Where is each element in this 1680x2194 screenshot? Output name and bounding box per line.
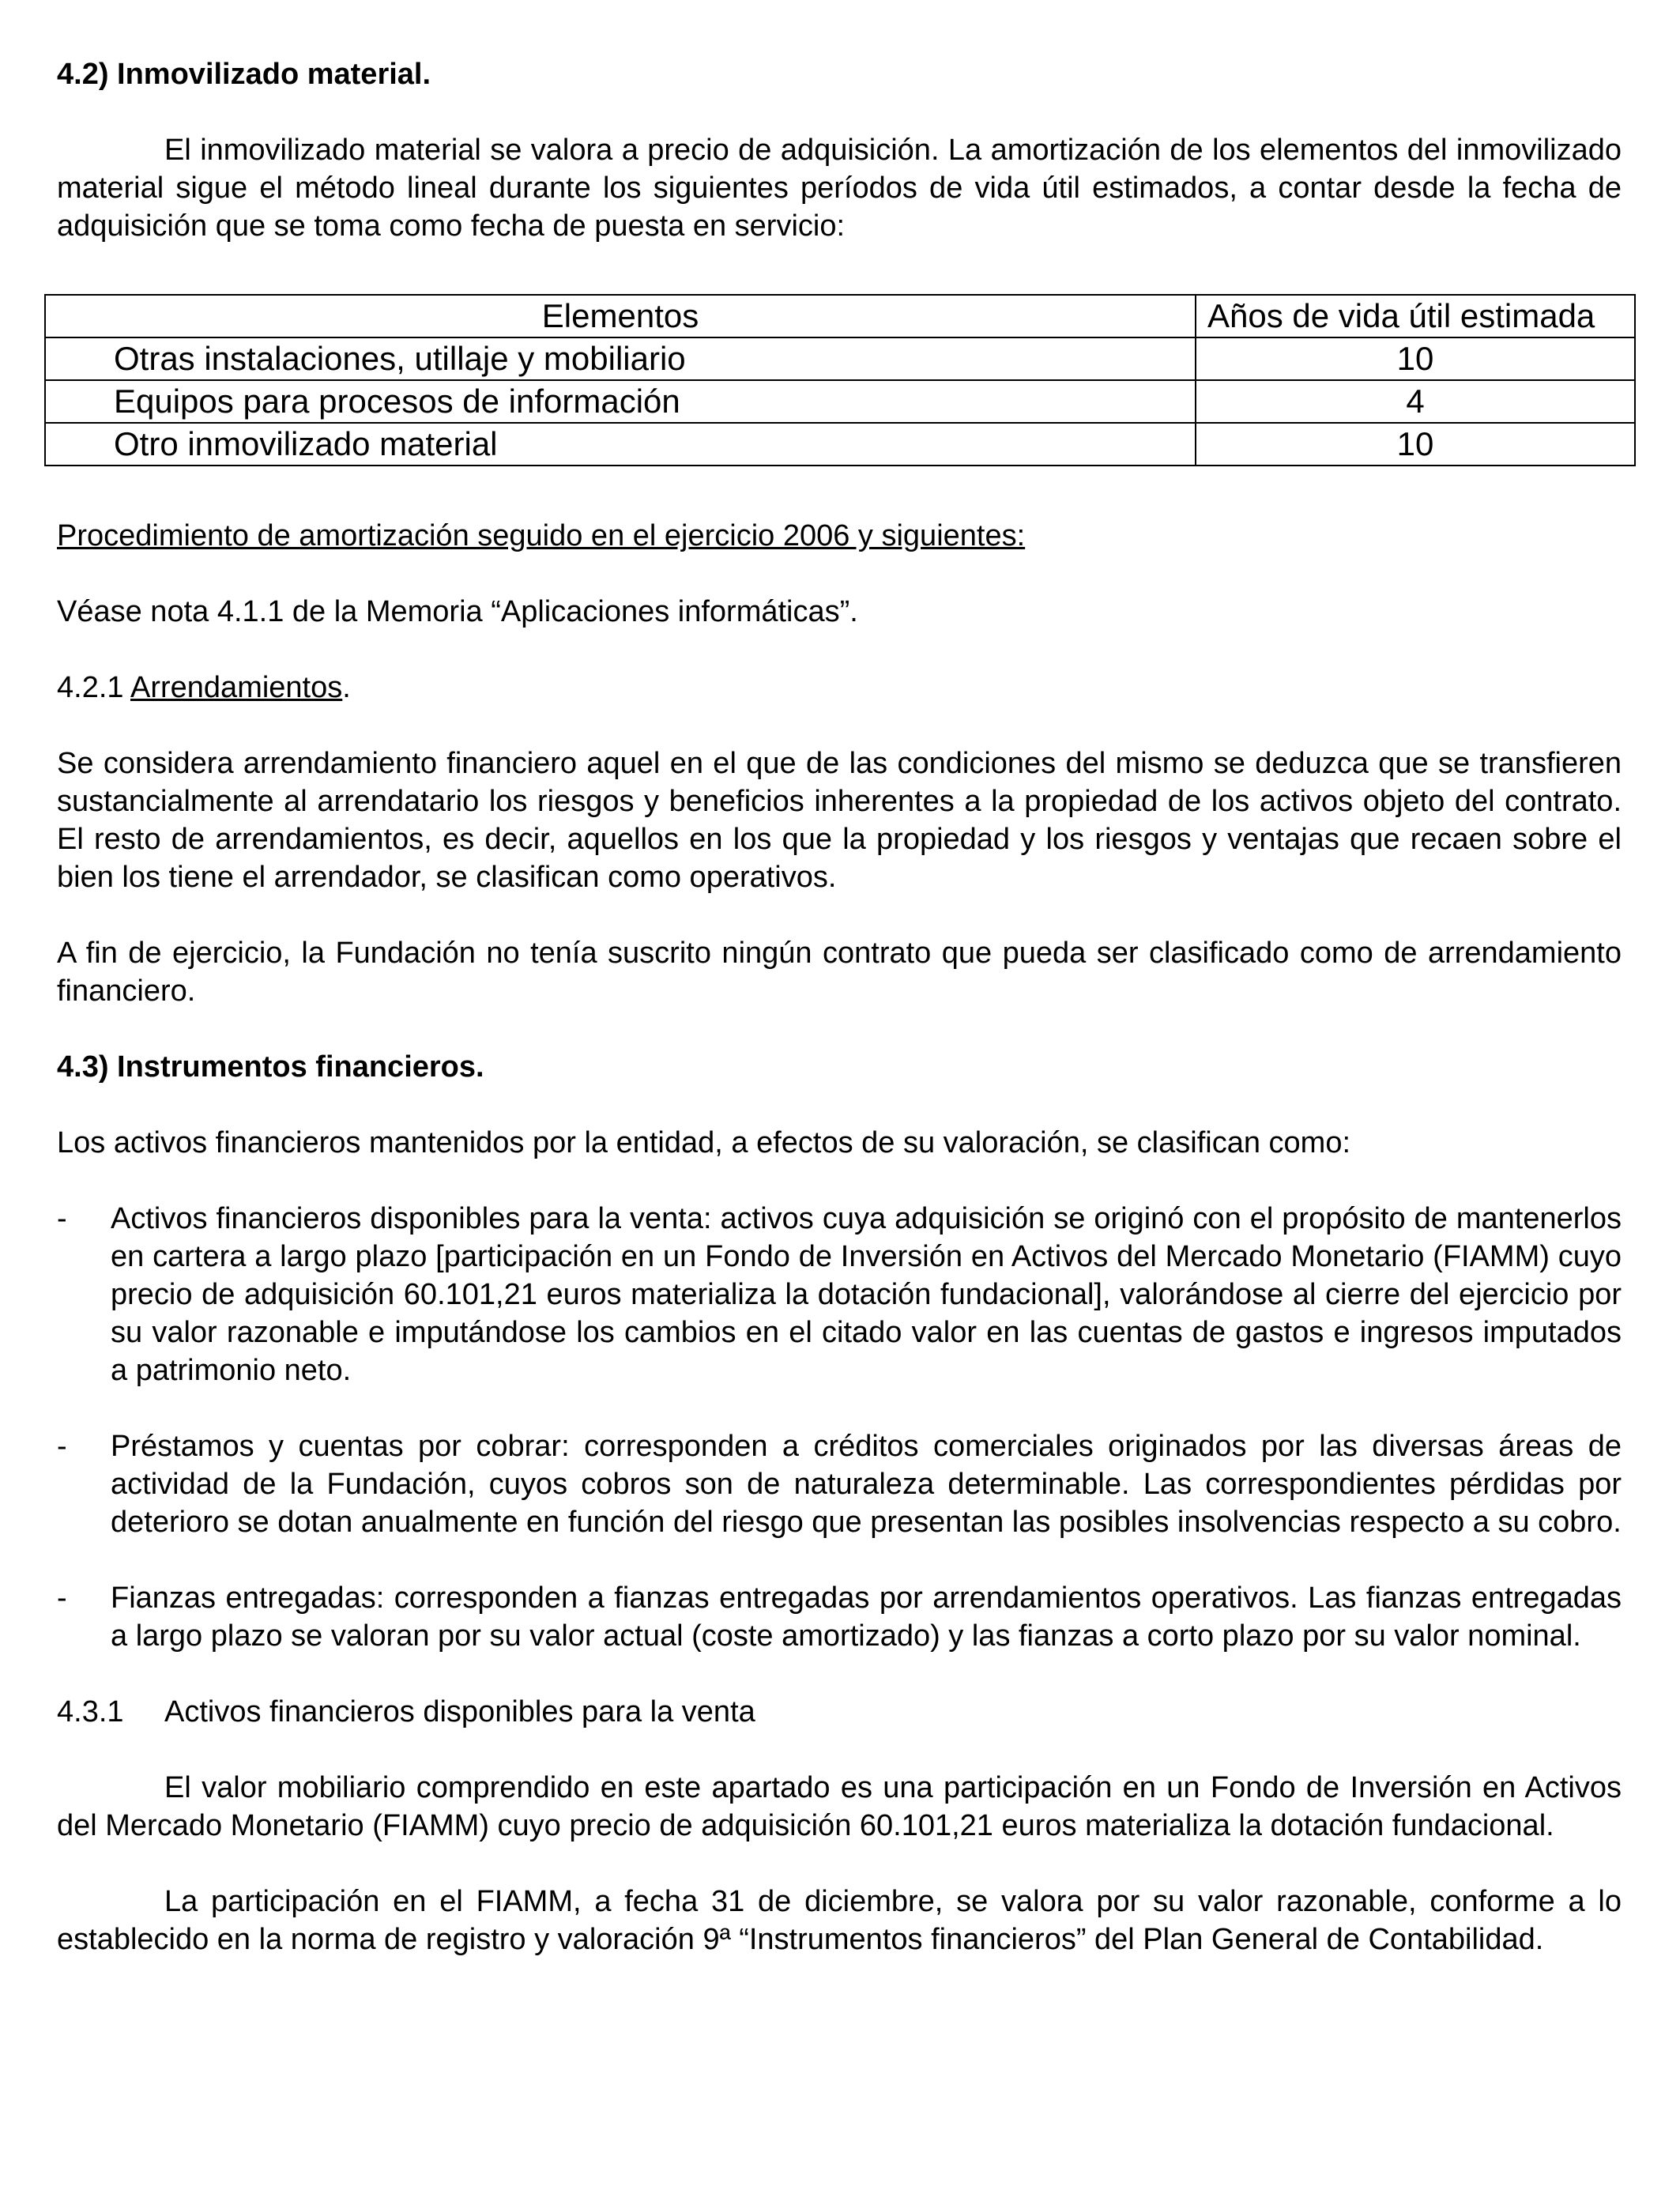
fiamm-paragraph-1: El valor mobiliario comprendido en este apartado es una participación en un Fondo de Inversión en Activos del Mercado Monetario (FIAMM) cuyo precio de adquisición 60.101,21 euros materializa la dotación fundacional. bbox=[57, 1771, 1622, 1842]
list-item bbox=[57, 1200, 1622, 1389]
table-header-anos: Años de vida útil estimada bbox=[1196, 295, 1635, 337]
procedure-note: Véase nota 4.1.1 de la Memoria “Aplicaciones informáticas”. bbox=[57, 595, 858, 628]
section-title: Activos financieros disponibles para la venta bbox=[164, 1695, 755, 1728]
table-cell-years: 10 bbox=[1196, 337, 1635, 380]
section-4-2-intro: El inmovilizado material se valora a precio de adquisición. La amortización de los elementos del inmovilizado material sigue el método lineal durante los siguientes períodos de vida útil estimados, a contar desde la fecha de adquisición que se toma como fecha de puesta en servicio: bbox=[57, 134, 1622, 243]
section-heading-4-2-1 bbox=[57, 669, 1622, 707]
table-cell-element: Otras instalaciones, utillaje y mobiliario bbox=[45, 337, 1196, 380]
document-page bbox=[57, 55, 1622, 1958]
section-4-3-intro: Los activos financieros mantenidos por la entidad, a efectos de su valoración, se clasifican como: bbox=[57, 1126, 1351, 1159]
arrendamientos-paragraph-2: A fin de ejercicio, la Fundación no tenía suscrito ningún contrato que pueda ser clasificado como de arrendamiento financiero. bbox=[57, 937, 1622, 1008]
useful-life-table bbox=[44, 294, 1636, 466]
procedure-title: Procedimiento de amortización seguido en el ejercicio 2006 y siguientes: bbox=[57, 519, 1026, 552]
table-cell-element: Equipos para procesos de información bbox=[45, 380, 1196, 423]
table-row bbox=[45, 423, 1635, 466]
fiamm-paragraph-2: La participación en el FIAMM, a fecha 31 de diciembre, se valora por su valor razonable, conforme a lo establecido en la norma de registro y valoración 9ª “Instrumentos financieros” del Plan General de Contabilidad. bbox=[57, 1885, 1622, 1956]
section-number: 4.3.1 bbox=[57, 1695, 124, 1728]
section-title: Arrendamientos bbox=[130, 671, 343, 704]
table-header-row bbox=[45, 295, 1635, 337]
table-row bbox=[45, 337, 1635, 380]
section-heading-4-3: 4.3) Instrumentos financieros. bbox=[57, 1050, 484, 1084]
section-title-suffix: . bbox=[342, 671, 351, 704]
section-heading-4-3-1 bbox=[57, 1693, 1622, 1731]
list-item-text: Fianzas entregadas: corresponden a fianzas entregadas por arrendamientos operativos. Las fianzas entregadas a largo plazo se valoran por su valor actual (coste amortizado) y las fianzas a corto plazo por su valor nominal. bbox=[111, 1581, 1622, 1653]
section-number: 4.2.1 bbox=[57, 671, 124, 704]
table-cell-element: Otro inmovilizado material bbox=[45, 423, 1196, 466]
arrendamientos-paragraph-1: Se considera arrendamiento financiero aquel en el que de las condiciones del mismo se deduzca que se transfieren sustancialmente al arrendatario los riesgos y beneficios inherentes a la propiedad de los activos objeto del contrato. El resto de arrendamientos, es decir, aquellos en los que la propiedad y los riesgos y ventajas que recaen sobre el bien los tiene el arrendador, se clasifican como operativos. bbox=[57, 747, 1622, 894]
list-item-text: Activos financieros disponibles para la venta: activos cuya adquisición se originó con el propósito de mantenerlos en cartera a largo plazo [participación en un Fondo de Inversión en Activos del Mercado Monetario (FIAMM) cuyo precio de adquisición 60.101,21 euros materializa la dotación fundacional], valorándose al cierre del ejercicio por su valor razonable e imputándose los cambios en el citado valor en las cuentas de gastos e ingresos imputados a patrimonio neto. bbox=[111, 1202, 1622, 1387]
table-row bbox=[45, 380, 1635, 423]
table-header-elementos: Elementos bbox=[45, 295, 1196, 337]
section-heading-4-2: 4.2) Inmovilizado material. bbox=[57, 58, 431, 91]
list-item bbox=[57, 1427, 1622, 1541]
list-item-text: Préstamos y cuentas por cobrar: corresponden a créditos comerciales originados por las diversas áreas de actividad de la Fundación, cuyos cobros son de naturaleza determinable. Las correspondientes pérdidas por deterioro se dotan anualmente en función del riesgo que presentan las posibles insolvencias respecto a su cobro. bbox=[111, 1430, 1622, 1539]
table-cell-years: 10 bbox=[1196, 423, 1635, 466]
list-item bbox=[57, 1579, 1622, 1655]
dash-marker: - bbox=[57, 1430, 67, 1463]
dash-marker: - bbox=[57, 1581, 67, 1615]
table-cell-years: 4 bbox=[1196, 380, 1635, 423]
dash-marker: - bbox=[57, 1202, 67, 1235]
financial-assets-list bbox=[57, 1200, 1622, 1655]
